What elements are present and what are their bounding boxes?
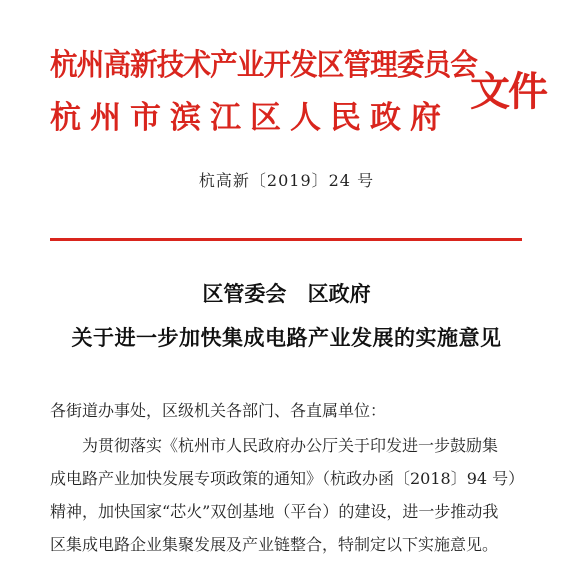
paragraph-line: 为贯彻落实《杭州市人民政府办公厅关于印发进一步鼓励集 bbox=[82, 436, 499, 455]
paragraph-line: 成电路产业加快发展专项政策的通知》（杭政办函〔2018〕94 号） bbox=[50, 469, 525, 488]
document-word: 文件 bbox=[470, 68, 546, 115]
paragraph-line: 精神，加快国家“芯火”双创基地（平台）的建设，进一步推动我 bbox=[50, 502, 499, 521]
red-separator-rule bbox=[50, 238, 522, 241]
paragraph-line: 区集成电路企业集聚发展及产业链整合，特制定以下实施意见。 bbox=[50, 535, 499, 554]
document-title: 关于进一步加快集成电路产业发展的实施意见 bbox=[71, 325, 502, 350]
issuer-line-1: 杭州高新技术产业开发区管理委员会 bbox=[50, 48, 477, 83]
issuer-header bbox=[50, 30, 550, 150]
document-number: 杭高新〔2019〕24 号 bbox=[198, 171, 375, 190]
title-issuers: 区管委会 区政府 bbox=[202, 281, 371, 306]
salutation: 各街道办事处，区级机关各部门、各直属单位： bbox=[50, 401, 387, 420]
issuer-line-2: 杭州市滨江区人民政府 bbox=[50, 100, 450, 136]
